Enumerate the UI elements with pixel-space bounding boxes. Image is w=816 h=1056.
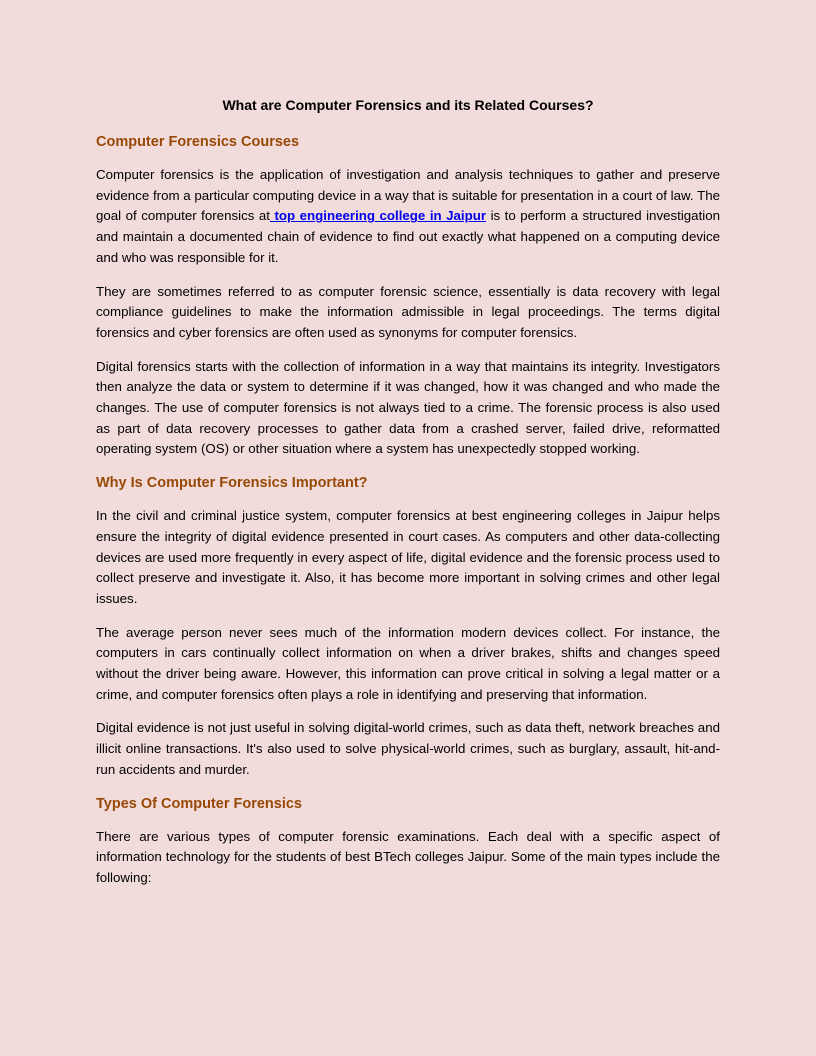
- paragraph: [96, 165, 720, 269]
- paragraph-text: is to perform a structured investigation and maintain a documented chain of evidence to find out exactly what happened on a computing device and who was responsible for it.: [96, 208, 721, 265]
- paragraph: In the civil and criminal justice system, computer forensics at best engineering colleges in Jaipur helps ensure the integrity of digital evidence presented in court cases. As computers and other data-collecting devices are used more frequently in every aspect of life, digital evidence and the forensic process used to collect preserve and investigate it. Also, it has become more important in solving crimes and other legal issues.: [96, 508, 720, 606]
- section-heading-types: Types Of Computer Forensics: [96, 795, 302, 812]
- college-link[interactable]: top engineering college in Jaipur: [269, 208, 487, 224]
- paragraph-text: Computer forensics is the application of investigation and analysis techniques to gather and preserve evidence from a particular computing device in a way that is suitable for presentation in a court of law. The goal of computer forensics at: [96, 167, 720, 224]
- paragraph: The average person never sees much of the information modern devices collect. For instance, the computers in cars continually collect information on when a driver brakes, shifts and changes speed without the driver being aware. However, this information can prove critical in solving a legal matter or a crime, and computer forensics often plays a role in identifying and preserving that information.: [96, 624, 720, 702]
- paragraph: Digital forensics starts with the collection of information in a way that maintains its integrity. Investigators then analyze the data or system to determine if it was changed, how it was changed and who made the changes. The use of computer forensics is not always tied to a crime. The forensic process is also used as part of data recovery processes to gather data from a crashed server, failed drive, reformatted operating system (OS) or other situation where a system has unexpectedly stopped working.: [96, 358, 720, 457]
- paragraph: They are sometimes referred to as computer forensic science, essentially is data recovery with legal compliance guidelines to make the information admissible in legal proceedings. The terms digital forensics and cyber forensics are often used as synonyms for computer forensics.: [96, 283, 720, 340]
- document-title: What are Computer Forensics and its Related Courses?: [222, 97, 594, 113]
- section-heading-courses: Computer Forensics Courses: [96, 134, 300, 150]
- section-heading-importance: Why Is Computer Forensics Important?: [96, 475, 368, 492]
- paragraph: Digital evidence is not just useful in solving digital-world crimes, such as data theft, network breaches and illicit online transactions. It's also used to solve physical-world crimes, such as burglary, assault, hit-and-run accidents and murder.: [96, 720, 720, 777]
- paragraph: There are various types of computer forensic examinations. Each deal with a specific aspect of information technology for the students of best BTech colleges Jaipur. Some of the main types include the following:: [96, 828, 720, 885]
